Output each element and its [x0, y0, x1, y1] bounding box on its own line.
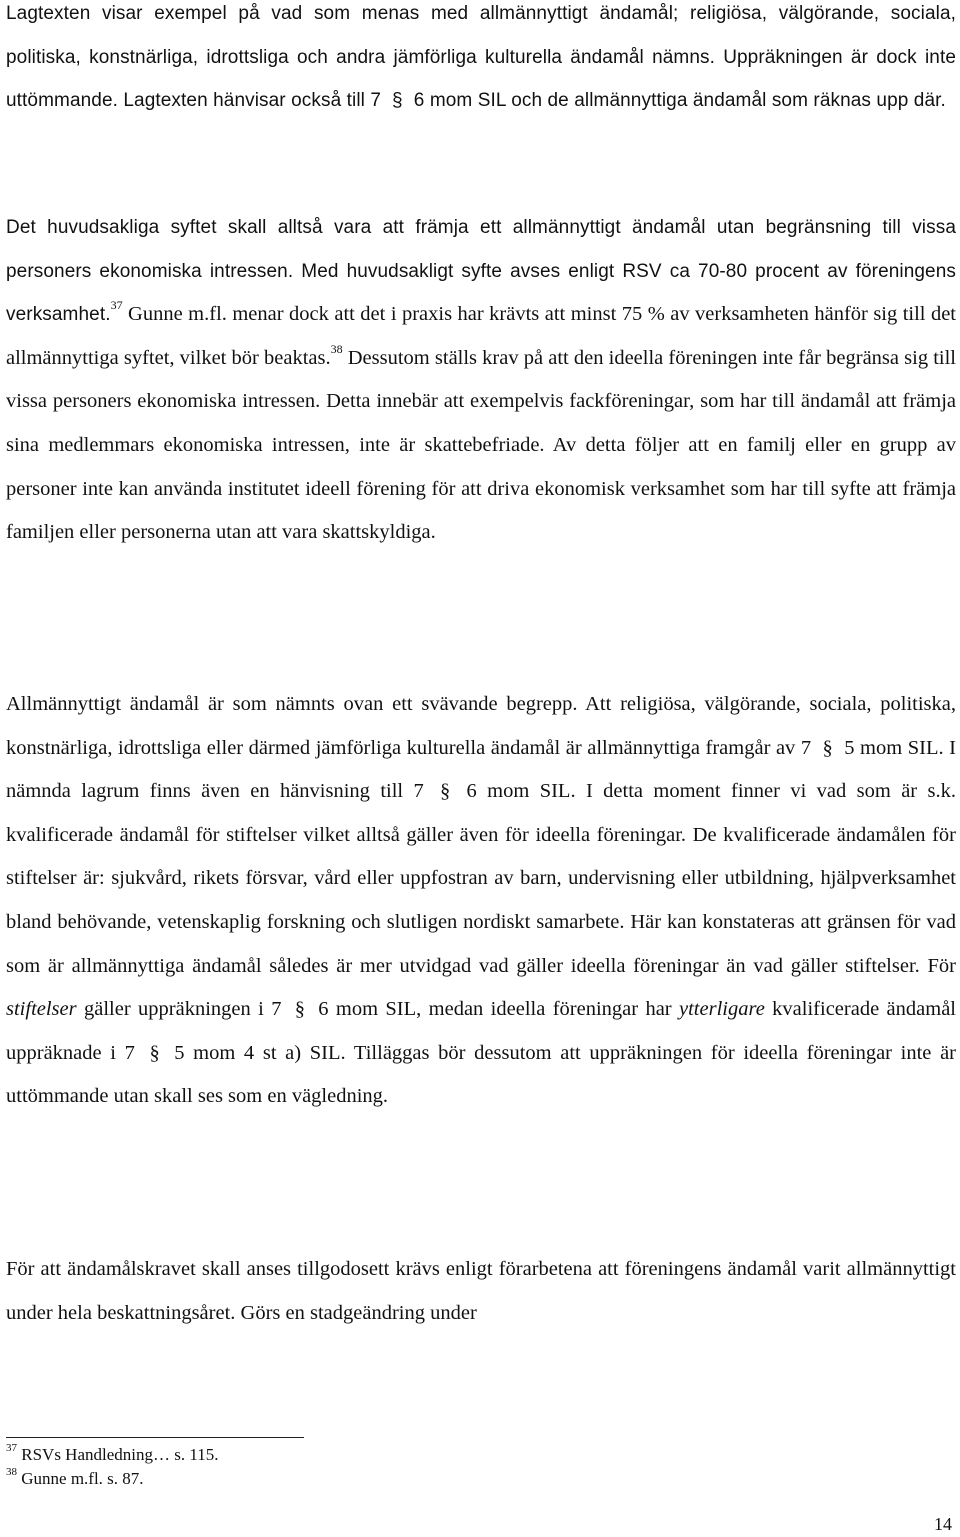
footnote-number: 37 — [6, 1442, 17, 1455]
emphasis-stiftelser: stiftelser — [6, 998, 77, 1021]
section-sign: § — [822, 736, 833, 759]
footnote-number: 38 — [6, 1466, 17, 1479]
footnote-separator — [6, 1437, 304, 1438]
paragraph-1-text-b: 6 mom SIL och de allmännyttiga ändamål som räknas upp där. — [408, 90, 946, 112]
paragraph-3 — [6, 683, 956, 1119]
section-sign: § — [392, 90, 403, 112]
section-sign: § — [149, 1041, 160, 1064]
page-number: 14 — [934, 1514, 952, 1534]
footnote-text: Gunne m.fl. s. 87. — [21, 1469, 144, 1488]
paragraph-1-text-a: Lagtexten visar exempel på vad som menas med allmännyttigt ändamål; religiösa, välgörande, sociala, politiska, konstnärliga, idrottsliga och andra jämförliga kulturella ändamål nämns. Uppräkningen är dock inte uttömmande. Lagtexten hänvisar också till 7 — [6, 3, 956, 112]
footnote-37 — [6, 1443, 606, 1467]
paragraph-4 — [6, 1248, 956, 1335]
paragraph-1 — [6, 0, 956, 123]
paragraph-2-text-a: Det huvudsakliga syftet skall alltså vara att främja ett allmännyttigt ändamål utan begränsning till vissa personers ekonomiska intressen. Med huvudsakligt syfte avses enligt RSV ca 70-80 procent av föreningens verksamhet. — [6, 217, 956, 326]
paragraph-2-text-b: Gunne m.fl. menar dock att det i praxis har krävts att minst 75 % av verksamheten hänför sig till det allmännyttiga syftet, vilket bör beaktas. — [6, 303, 956, 369]
footnote-ref-37: 37 — [110, 298, 123, 313]
paragraph-3-text-e: 6 mom SIL, medan ideella föreningar har — [310, 998, 680, 1021]
paragraph-3-text-d: gäller uppräkningen i 7 — [76, 998, 289, 1021]
section-sign: § — [294, 998, 305, 1021]
paragraph-4-text: För att ändamålskravet skall anses tillgodosett krävs enligt förarbetena att föreningens ändamål varit allmännyttigt under hela beskattningsåret. Görs en stadgeändring under — [6, 1258, 956, 1324]
footnotes — [6, 1443, 606, 1491]
paragraph-3-text-c: 6 mom SIL. I detta moment finner vi vad som är s.k. kvalificerade ändamål för stiftelser vilket alltså gäller även för ideella föreningar. De kvalificerade ändamålen för stiftelser är: sjukvård, rikets försvar, vård eller uppfostran av barn, undervisning eller utbildning, hjälpverksamhet bland behövande, vetenskaplig forskning och slutligen nordiskt samarbete. Här kan konstateras att gränsen för vad som är allmännyttiga ändamål således är mer utvidgad vad gäller ideella föreningar än vad gäller stiftelser. För — [6, 780, 957, 977]
paragraph-2-text-c: Dessutom ställs krav på att den ideella föreningen inte får begränsa sig till vissa personers ekonomiska intressen. Detta innebär att exempelvis fackföreningar, som har till ändamål att främja sina medlemmars ekonomiska intressen, inte är skattebefriade. Av detta följer att en familj eller en grupp av personer inte kan använda institutet ideell förening för att driva ekonomisk verksamhet som har till syfte att främja familjen eller personerna utan att vara skattskyldiga. — [6, 346, 957, 544]
paragraph-2 — [6, 206, 956, 555]
footnote-ref-38: 38 — [330, 341, 343, 356]
paragraph-3-text-f: kvalificerade ändamål uppräknade i 7 — [6, 998, 956, 1064]
footnote-38 — [6, 1467, 606, 1491]
footnote-text: RSVs Handledning… s. 115. — [21, 1445, 219, 1464]
paragraph-3-text-b: 5 mom SIL. I nämnda lagrum finns även en hänvisning till 7 — [6, 736, 956, 803]
emphasis-ytterligare: ytterligare — [679, 998, 765, 1021]
paragraph-3-text-a: Allmännyttigt ändamål är som nämnts ovan ett svävande begrepp. Att religiösa, välgörande, sociala, politiska, konstnärliga, idrottsliga eller därmed jämförliga kulturella ändamål är allmännyttiga framgår av 7 — [6, 693, 956, 759]
section-sign: § — [440, 780, 451, 803]
paragraph-3-text-g: 5 mom 4 st a) SIL. Tilläggas bör dessutom att uppräkningen för ideella föreningar inte är uttömmande utan skall ses som en vägledning. — [6, 1041, 956, 1108]
